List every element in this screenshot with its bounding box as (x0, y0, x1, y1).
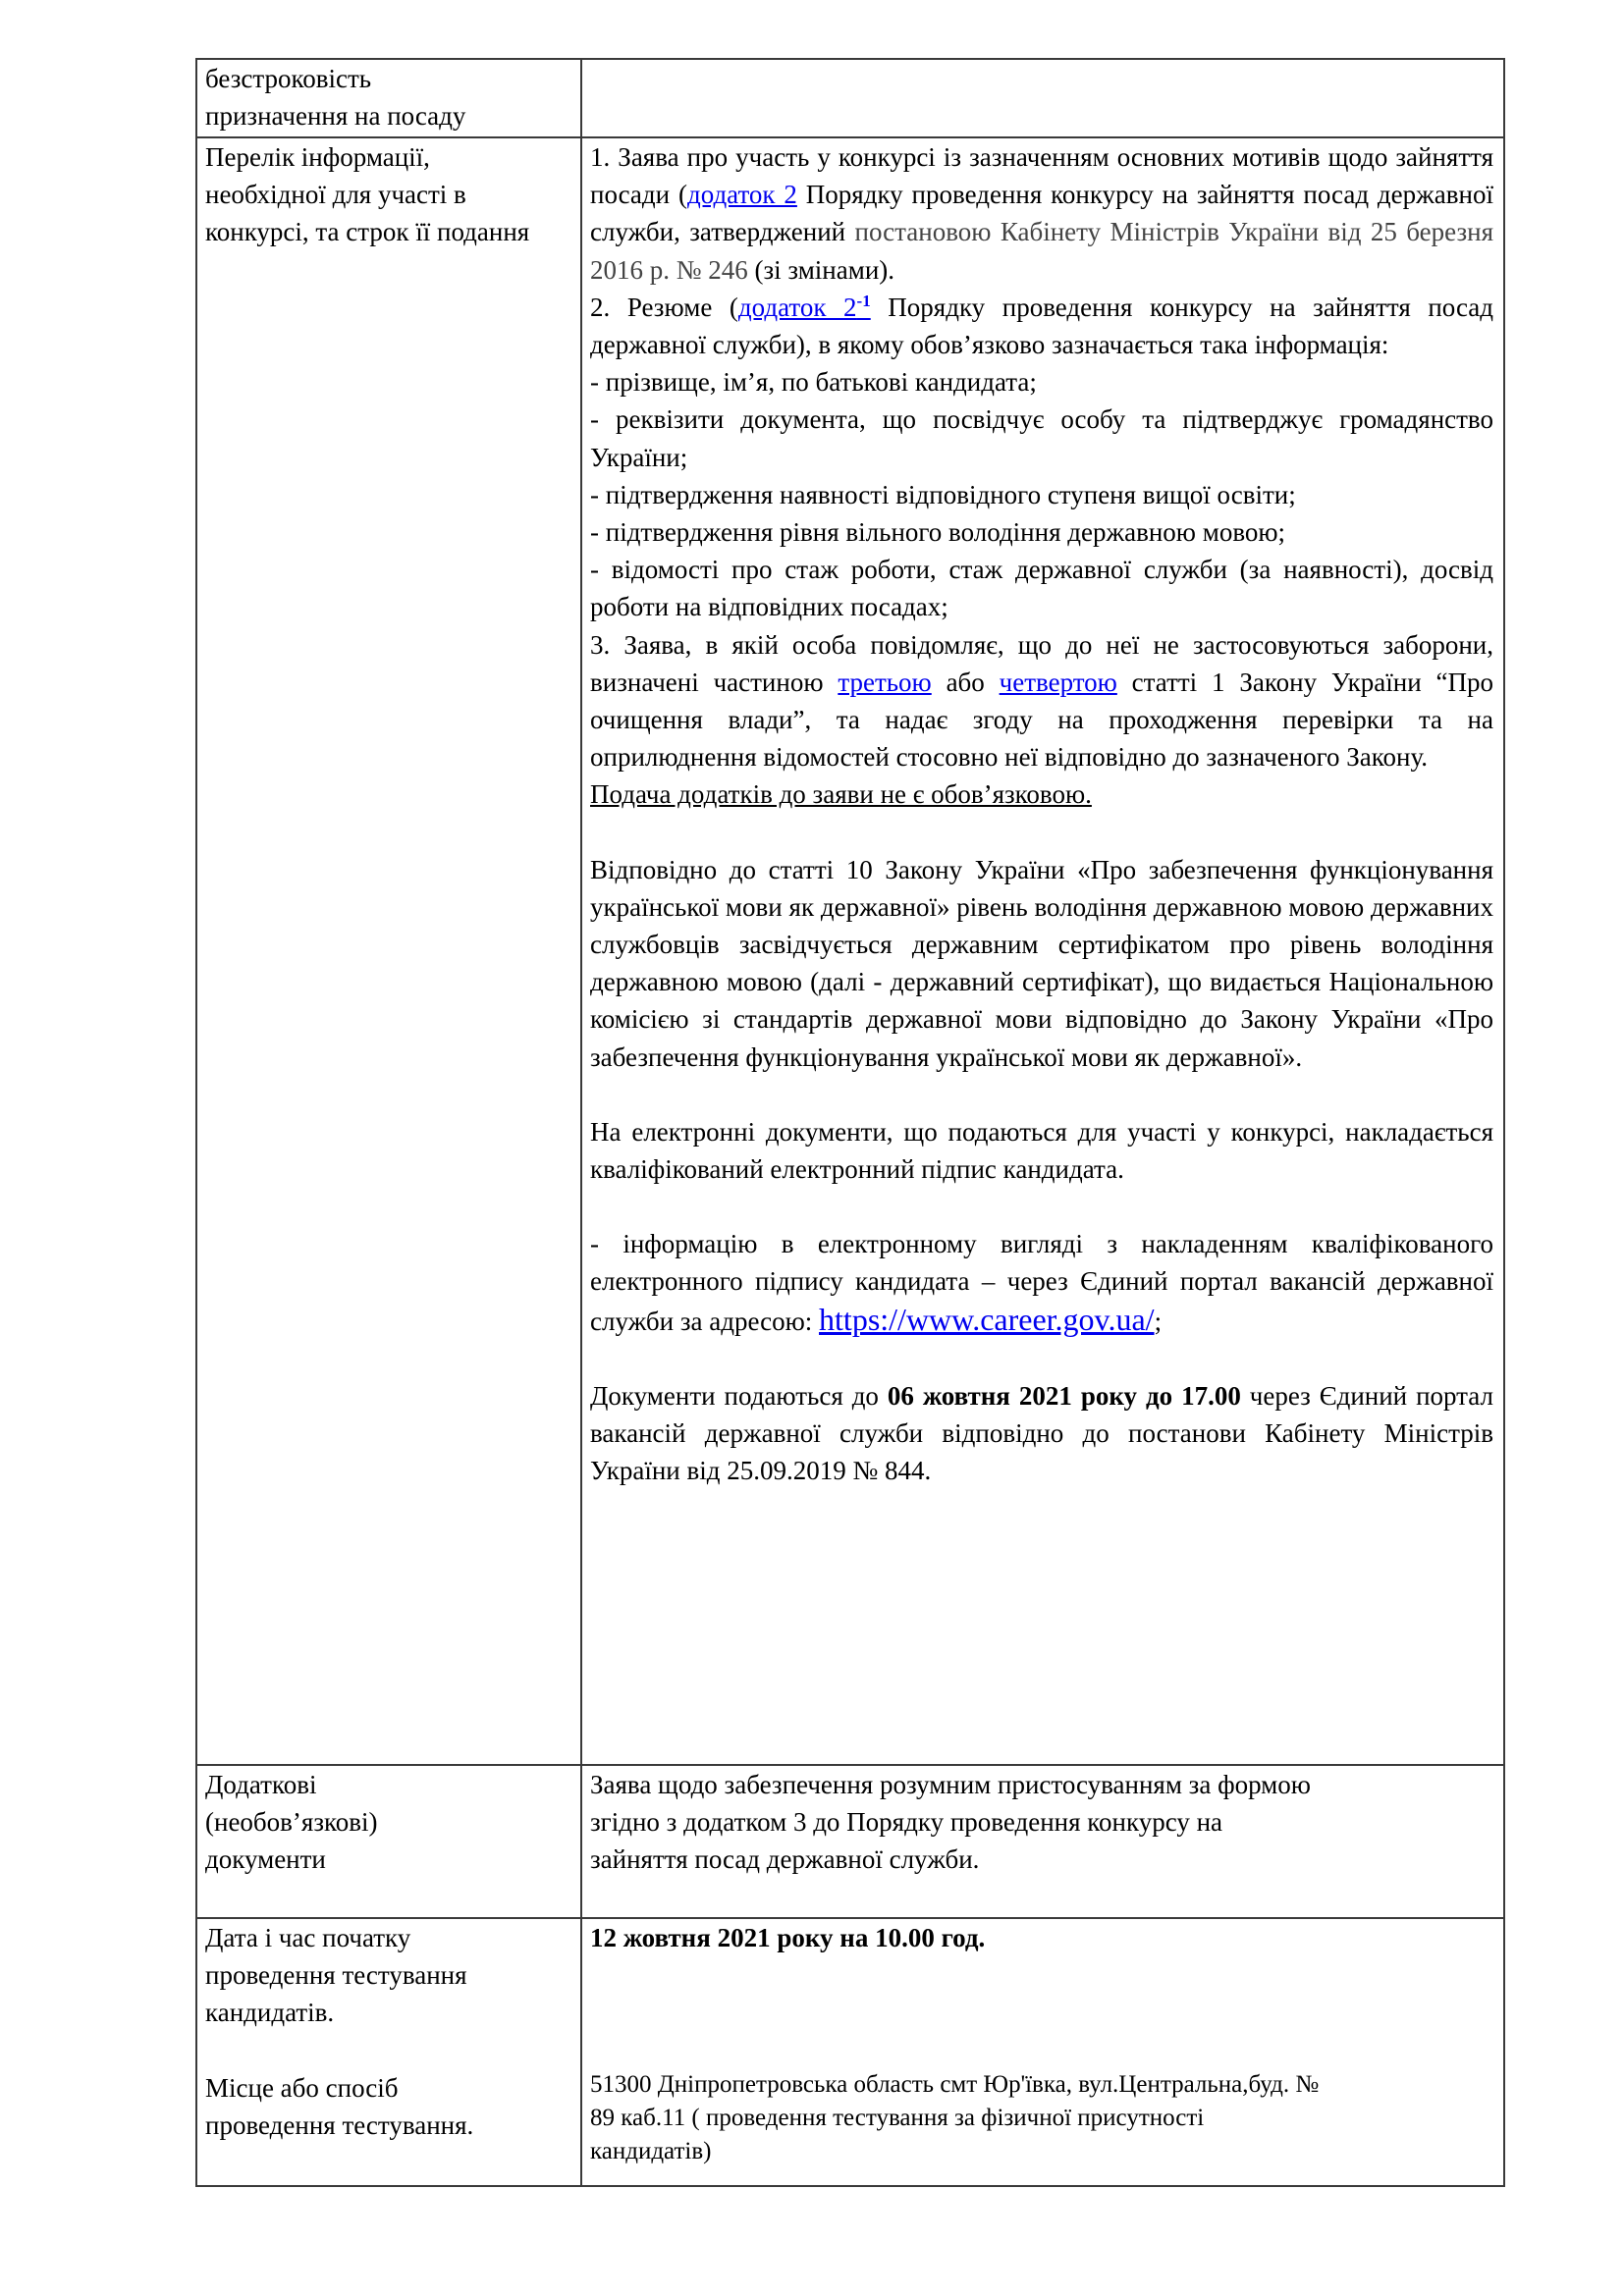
additional-docs-value: Заява щодо забезпечення розумним пристосуванням за формою згідно з додатком 3 до Порядку проведення конкурсу на зайняття посад державної служби. (581, 1765, 1504, 1918)
resume-bullet: - підтвердження рівня вільного володіння державною мовою; (590, 517, 1286, 548)
appendix-2-link[interactable]: додаток 2 (686, 180, 797, 210)
portal-submission-paragraph: - інформацію в електронному вигляді з накладенням кваліфікованого електронного підпису кандидата – через Єдиний портал вакансій державної служби за адресою: https://www.career.gov.ua/; (590, 1229, 1493, 1337)
resume-bullet: - прізвище, ім’я, по батькові кандидата; (590, 367, 1037, 398)
required-info-label-text: Перелік інформації, необхідної для участі в конкурсі, та строк її подання (205, 142, 530, 247)
testing-value (581, 1918, 1504, 2186)
term-label-line-2: призначення на посаду (205, 101, 466, 132)
testing-place-value: 51300 Дніпропетровська область смт Юр'ївка, вул.Центральна,буд. № 89 каб.11 ( проведення тестування за фізичної присутності кандидатів) (590, 2071, 1320, 2165)
table-row-additional-docs (196, 1765, 1504, 1918)
item-3-lustration-statement: 3. Заява, в якій особа повідомляє, що до неї не застосовуються заборони, визначені частиною третьою або четвертою статті 1 Закону України “Про очищення влади”, та надає згоду на проходження перевірки та на оприлюднення відомостей стосовно неї відповідно до зазначеного Закону. (590, 629, 1493, 773)
term-value-cell (581, 59, 1504, 137)
part-three-link[interactable]: третьою (838, 667, 932, 697)
resume-bullet: - відомості про стаж роботи, стаж державної служби (за наявності), досвід роботи на відповідних посадах; (590, 555, 1493, 622)
additional-docs-label: Додаткові (необов’язкові) документи (196, 1765, 581, 1918)
testing-label (196, 1918, 581, 2186)
term-label-cell (196, 59, 581, 137)
attachments-optional-note: Подача додатків до заяви не є обов’язковою. (590, 779, 1092, 810)
resume-bullet: - підтвердження наявності відповідного ступеня вищої освіти; (590, 479, 1296, 509)
submission-deadline-paragraph: Документи подаються до 06 жовтня 2021 року до 17.00 через Єдиний портал вакансій державної служби відповідно до постанови Кабінету Міністрів України від 25.09.2019 № 844. (590, 1380, 1494, 1486)
required-info-label (196, 137, 581, 1765)
table-row-term (196, 59, 1504, 137)
appendix-2-1-link[interactable]: додаток $2^{-1}$ (737, 291, 871, 322)
required-info-value (581, 137, 1504, 1765)
career-portal-link[interactable]: https://www.career.gov.ua/ (819, 1301, 1155, 1337)
table-row-testing (196, 1918, 1504, 2186)
resolution-246-ref: постановою Кабінету Міністрів України від 25 березня 2016 р. № 246 (590, 217, 1493, 285)
resume-bullet: - реквізити документа, що посвідчує особу та підтверджує громадянство України; (590, 404, 1493, 472)
language-certificate-paragraph: Відповідно до статті 10 Закону України «Про забезпечення функціонування української мови як державної» рівень володіння державною мовою державних службовців засвідчується державним сертифікатом про рівень володіння державною мовою (далі - державний сертифікат), що видається Національною комісією зі стандартів державної мови відповідно до Закону України «Про забезпечення функціонування української мови як державної». (590, 854, 1493, 1072)
part-four-link[interactable]: четвертою (999, 667, 1117, 697)
table-row-required-info (196, 137, 1504, 1765)
testing-date-label: Дата і час початку проведення тестування кандидатів. (205, 1923, 467, 2028)
item-2-resume: 2. Резюме (додаток $2^{-1}$ Порядку проведення конкурсу на зайняття посад державної служби), в якому обов’язково зазначається така інформація: (590, 291, 1494, 360)
competition-info-table (195, 58, 1505, 2187)
item-1-application: 1. Заява про участь у конкурсі із зазначенням основних мотивів щодо зайняття посади (додаток 2 Порядку проведення конкурсу на зайняття посад державної служби, затверджений постановою Кабінету Міністрів України від 25 березня 2016 р. № 246 (зі змінами). (590, 142, 1493, 285)
deadline-date: 06 жовтня 2021 року до 17.00 (887, 1380, 1241, 1411)
electronic-signature-paragraph: На електронні документи, що подаються для участі у конкурсі, накладається кваліфікований електронний підпис кандидата. (590, 1116, 1493, 1185)
testing-date-value: 12 жовтня 2021 року на 10.00 год. (590, 1923, 986, 1952)
term-label-line-1: безстроковість (205, 64, 372, 93)
testing-place-label: Місце або спосіб проведення тестування. (205, 2072, 474, 2140)
